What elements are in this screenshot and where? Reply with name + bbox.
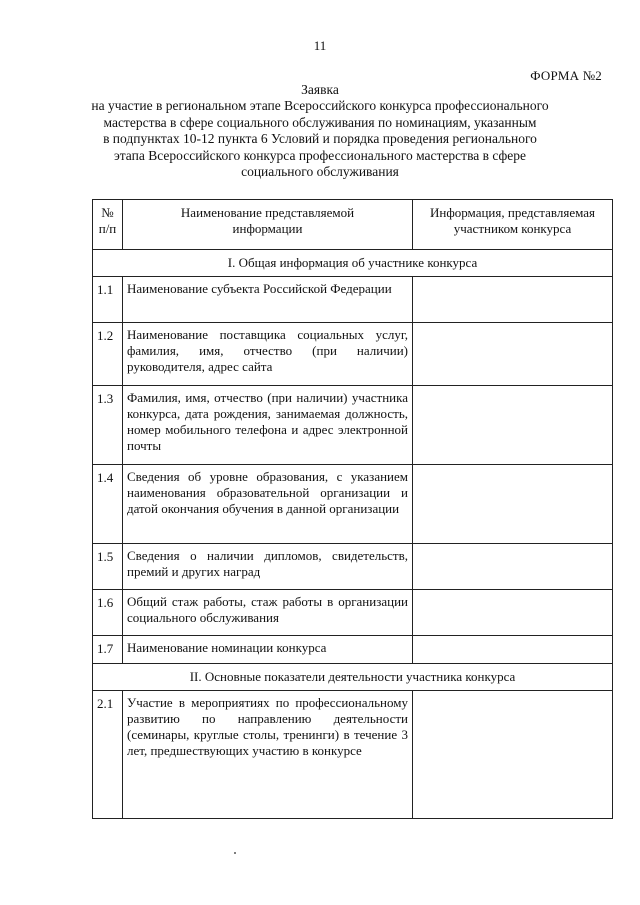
section-title: I. Общая информация об участнике конкурса: [93, 250, 613, 277]
table-row: [93, 544, 613, 590]
row-value-cell[interactable]: [413, 277, 613, 323]
row-name: Фамилия, имя, отчество (при наличии) участника конкурса, дата рождения, занимаемая должность, номер мобильного телефона и адрес электронной почты: [123, 386, 413, 465]
heading-line: этапа Всероссийского конкурса профессионального мастерства в сфере: [113, 147, 527, 163]
application-table: [92, 199, 613, 819]
row-value-cell[interactable]: [413, 465, 613, 544]
table-row: [93, 465, 613, 544]
row-name: Сведения об уровне образования, с указанием наименования образовательной организации и датой окончания обучения в данной организации: [123, 465, 413, 544]
row-name: Общий стаж работы, стаж работы в организации социального обслуживания: [123, 590, 413, 636]
page-number: 11: [313, 38, 327, 53]
heading-line: мастерства в сфере социального обслуживания по номинациям, указанным: [103, 114, 537, 130]
row-num: 1.4: [93, 465, 123, 544]
table-row: [93, 323, 613, 386]
header-info: Информация, представляемая участником конкурса: [413, 200, 613, 250]
row-name: Сведения о наличии дипломов, свидетельств, премий и других наград: [123, 544, 413, 590]
table-row: [93, 590, 613, 636]
row-num: 1.2: [93, 323, 123, 386]
table-row: [93, 636, 613, 664]
heading-line: на участие в региональном этапе Всероссийского конкурса профессионального: [91, 98, 549, 114]
row-num: 1.7: [93, 636, 123, 664]
row-value-cell[interactable]: [413, 691, 613, 819]
heading-line: в подпунктах 10-12 пункта 6 Условий и порядка проведения регионального: [103, 131, 537, 147]
row-value-cell[interactable]: [413, 590, 613, 636]
row-num: 1.5: [93, 544, 123, 590]
table-row: [93, 691, 613, 819]
section-row: [93, 664, 613, 691]
table-row: [93, 277, 613, 323]
row-name: Наименование субъекта Российской Федерации: [123, 277, 413, 323]
row-num: 2.1: [93, 691, 123, 819]
row-value-cell[interactable]: [413, 544, 613, 590]
heading-line: социального обслуживания: [241, 164, 399, 180]
header-num: № п/п: [93, 200, 123, 250]
row-value-cell[interactable]: [413, 323, 613, 386]
row-name: Участие в мероприятиях по профессиональному развитию по направлению деятельности (семинары, круглые столы, тренинги) в течение 3 лет, предшествующих участию в конкурсе: [123, 691, 413, 819]
scan-speck: [234, 852, 236, 854]
form-label: ФОРМА №2: [530, 68, 602, 83]
table-header-row: [93, 200, 613, 250]
row-num: 1.3: [93, 386, 123, 465]
header-name: Наименование представляемой информации: [123, 200, 413, 250]
row-num: 1.6: [93, 590, 123, 636]
section-title: II. Основные показатели деятельности участника конкурса: [93, 664, 613, 691]
row-value-cell[interactable]: [413, 636, 613, 664]
row-num: 1.1: [93, 277, 123, 323]
document-title: Заявка: [301, 82, 339, 97]
section-row: [93, 250, 613, 277]
row-name: Наименование номинации конкурса: [123, 636, 413, 664]
row-value-cell[interactable]: [413, 386, 613, 465]
table-row: [93, 386, 613, 465]
row-name: Наименование поставщика социальных услуг, фамилия, имя, отчество (при наличии) руководителя, адрес сайта: [123, 323, 413, 386]
document-heading: [80, 82, 560, 180]
